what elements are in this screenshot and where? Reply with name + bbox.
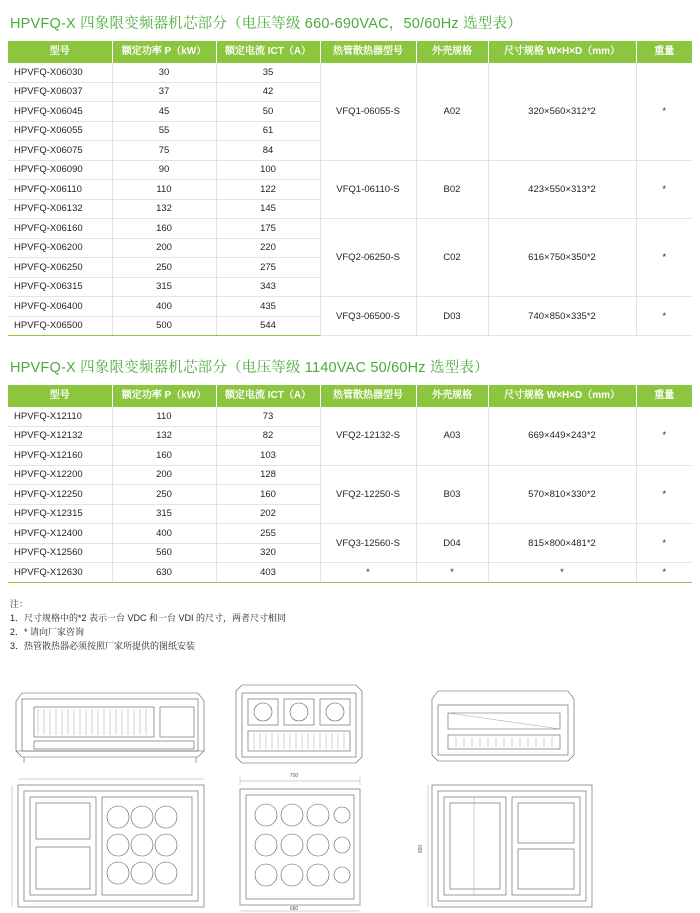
cell-radiator: VFQ2-12132-S xyxy=(320,407,416,465)
cell-weight: * xyxy=(636,63,692,160)
cell-weight: * xyxy=(636,524,692,563)
note-line-1: 1．尺寸规格中的*2 表示一台 VDC 和一台 VDI 的尺寸，两者尺寸相同 xyxy=(10,612,287,623)
notes-title: 注： xyxy=(10,598,29,609)
technical-drawings xyxy=(8,663,692,913)
cell-current: 35 xyxy=(216,63,320,82)
cell-current: 343 xyxy=(216,277,320,297)
cell-size: 320×560×312*2 xyxy=(488,63,636,160)
cell-current: 42 xyxy=(216,82,320,102)
table-row xyxy=(8,465,692,485)
col-header-power: 额定功率 P（kW） xyxy=(112,41,216,63)
cell-model: HPVFQ-X12630 xyxy=(8,563,112,583)
cell-shell: B02 xyxy=(416,160,488,219)
spec-table-660v-body xyxy=(8,63,692,336)
page-title-660v: HPVFQ-X 四象限变频器机芯部分（电压等级 660-690VAC，50/60Hz 选型表） xyxy=(10,16,522,32)
cell-power: 90 xyxy=(112,160,216,180)
cell-shell: * xyxy=(416,563,488,583)
cell-current: 50 xyxy=(216,102,320,122)
side-view-drawing xyxy=(236,685,362,763)
table-row xyxy=(8,407,692,426)
cell-power: 132 xyxy=(112,426,216,446)
cell-size: 570×810×330*2 xyxy=(488,465,636,524)
cell-current: 202 xyxy=(216,504,320,524)
cell-radiator: VFQ1-06110-S xyxy=(320,160,416,219)
cell-model: HPVFQ-X06055 xyxy=(8,121,112,141)
cell-shell: C02 xyxy=(416,219,488,297)
cell-current: 320 xyxy=(216,543,320,563)
col-header-shell: 外壳规格 xyxy=(416,385,488,407)
cell-power: 500 xyxy=(112,316,216,336)
cell-model: HPVFQ-X06110 xyxy=(8,180,112,200)
cell-model: HPVFQ-X12315 xyxy=(8,504,112,524)
cell-model: HPVFQ-X12160 xyxy=(8,446,112,466)
col-header-size: 尺寸规格 W×H×D（mm） xyxy=(488,385,636,407)
cell-size: 815×800×481*2 xyxy=(488,524,636,563)
table-row xyxy=(8,219,692,239)
cell-current: 220 xyxy=(216,238,320,258)
col-header-weight: 重量 xyxy=(636,385,692,407)
cell-power: 250 xyxy=(112,258,216,278)
cell-current: 275 xyxy=(216,258,320,278)
table-row xyxy=(8,297,692,317)
table-header-row xyxy=(8,385,692,407)
col-header-shell: 外壳规格 xyxy=(416,41,488,63)
table-header-row xyxy=(8,41,692,63)
table-row xyxy=(8,563,692,583)
cell-current: 403 xyxy=(216,563,320,583)
cell-current: 100 xyxy=(216,160,320,180)
cell-power: 55 xyxy=(112,121,216,141)
spec-table-660v xyxy=(8,41,692,336)
cell-weight: * xyxy=(636,160,692,219)
cell-model: HPVFQ-X06132 xyxy=(8,199,112,219)
col-header-model: 型号 xyxy=(8,41,112,63)
cell-weight: * xyxy=(636,219,692,297)
cell-model: HPVFQ-X12110 xyxy=(8,407,112,426)
cell-model: HPVFQ-X06045 xyxy=(8,102,112,122)
cell-model: HPVFQ-X12560 xyxy=(8,543,112,563)
drawings-svg xyxy=(8,663,692,913)
cell-model: HPVFQ-X06400 xyxy=(8,297,112,317)
cell-current: 544 xyxy=(216,316,320,336)
page-title-1140v: HPVFQ-X 四象限变频器机芯部分（电压等级 1140VAC 50/60Hz 选型表） xyxy=(10,360,489,376)
cell-radiator: VFQ3-06500-S xyxy=(320,297,416,336)
col-header-current: 额定电流 ICT（A） xyxy=(216,385,320,407)
dim-label-bottom: 680 xyxy=(289,905,299,912)
col-header-weight: 重量 xyxy=(636,41,692,63)
cell-size: 669×449×243*2 xyxy=(488,407,636,465)
notes-block xyxy=(8,597,692,653)
cell-model: HPVFQ-X06037 xyxy=(8,82,112,102)
cell-power: 45 xyxy=(112,102,216,122)
cell-current: 160 xyxy=(216,485,320,505)
col-header-power: 额定功率 P（kW） xyxy=(112,385,216,407)
cell-power: 37 xyxy=(112,82,216,102)
cell-weight: * xyxy=(636,407,692,465)
col-header-current: 额定电流 ICT（A） xyxy=(216,41,320,63)
note-line-3: 3．热管散热器必须按照厂家所提供的图纸安装 xyxy=(10,640,196,651)
front-view-drawing xyxy=(16,693,204,763)
cell-power: 200 xyxy=(112,238,216,258)
cell-power: 315 xyxy=(112,277,216,297)
cell-radiator: VFQ1-06055-S xyxy=(320,63,416,160)
cell-model: HPVFQ-X06200 xyxy=(8,238,112,258)
bottom-left-plan-drawing xyxy=(12,779,204,907)
table-row xyxy=(8,524,692,544)
cell-model: HPVFQ-X06030 xyxy=(8,63,112,82)
cell-shell: B03 xyxy=(416,465,488,524)
cell-shell: D03 xyxy=(416,297,488,336)
note-line-2: 2．* 请向厂家咨询 xyxy=(10,626,85,637)
cell-model: HPVFQ-X12200 xyxy=(8,465,112,485)
cell-power: 30 xyxy=(112,63,216,82)
cell-power: 400 xyxy=(112,524,216,544)
cell-shell: D04 xyxy=(416,524,488,563)
cell-power: 315 xyxy=(112,504,216,524)
bottom-right-plan-drawing xyxy=(418,785,592,907)
cell-current: 84 xyxy=(216,141,320,161)
cell-current: 73 xyxy=(216,407,320,426)
cell-model: HPVFQ-X06500 xyxy=(8,316,112,336)
cell-current: 82 xyxy=(216,426,320,446)
bottom-middle-plan-drawing xyxy=(240,773,360,912)
detail-view-drawing xyxy=(432,691,574,761)
cell-model: HPVFQ-X12400 xyxy=(8,524,112,544)
cell-weight: * xyxy=(636,297,692,336)
cell-model: HPVFQ-X06075 xyxy=(8,141,112,161)
spec-table-1140v-body xyxy=(8,407,692,582)
cell-weight: * xyxy=(636,465,692,524)
cell-size: 616×750×350*2 xyxy=(488,219,636,297)
cell-radiator: VFQ2-12250-S xyxy=(320,465,416,524)
col-header-radiator: 热管散热器型号 xyxy=(320,385,416,407)
cell-radiator: VFQ2-06250-S xyxy=(320,219,416,297)
cell-radiator: VFQ3-12560-S xyxy=(320,524,416,563)
cell-power: 200 xyxy=(112,465,216,485)
cell-power: 400 xyxy=(112,297,216,317)
dim-label-left: 850 xyxy=(418,844,424,853)
cell-current: 61 xyxy=(216,121,320,141)
table-row xyxy=(8,63,692,82)
table-row xyxy=(8,160,692,180)
cell-current: 122 xyxy=(216,180,320,200)
cell-current: 175 xyxy=(216,219,320,239)
cell-model: HPVFQ-X06090 xyxy=(8,160,112,180)
cell-size: 740×850×335*2 xyxy=(488,297,636,336)
dim-label-top: 700 xyxy=(289,772,299,779)
cell-power: 250 xyxy=(112,485,216,505)
cell-power: 160 xyxy=(112,219,216,239)
cell-power: 110 xyxy=(112,407,216,426)
cell-current: 145 xyxy=(216,199,320,219)
cell-model: HPVFQ-X06250 xyxy=(8,258,112,278)
cell-weight: * xyxy=(636,563,692,583)
cell-size: * xyxy=(488,563,636,583)
col-header-model: 型号 xyxy=(8,385,112,407)
cell-shell: A03 xyxy=(416,407,488,465)
cell-current: 128 xyxy=(216,465,320,485)
cell-model: HPVFQ-X12250 xyxy=(8,485,112,505)
cell-power: 132 xyxy=(112,199,216,219)
cell-power: 630 xyxy=(112,563,216,583)
cell-power: 110 xyxy=(112,180,216,200)
cell-power: 160 xyxy=(112,446,216,466)
cell-model: HPVFQ-X06160 xyxy=(8,219,112,239)
cell-model: HPVFQ-X12132 xyxy=(8,426,112,446)
cell-power: 75 xyxy=(112,141,216,161)
col-header-radiator: 热管散热器型号 xyxy=(320,41,416,63)
cell-current: 435 xyxy=(216,297,320,317)
spec-table-1140v xyxy=(8,385,692,583)
cell-current: 255 xyxy=(216,524,320,544)
col-header-size: 尺寸规格 W×H×D（mm） xyxy=(488,41,636,63)
cell-power: 560 xyxy=(112,543,216,563)
cell-model: HPVFQ-X06315 xyxy=(8,277,112,297)
cell-size: 423×550×313*2 xyxy=(488,160,636,219)
cell-radiator: * xyxy=(320,563,416,583)
cell-shell: A02 xyxy=(416,63,488,160)
cell-current: 103 xyxy=(216,446,320,466)
